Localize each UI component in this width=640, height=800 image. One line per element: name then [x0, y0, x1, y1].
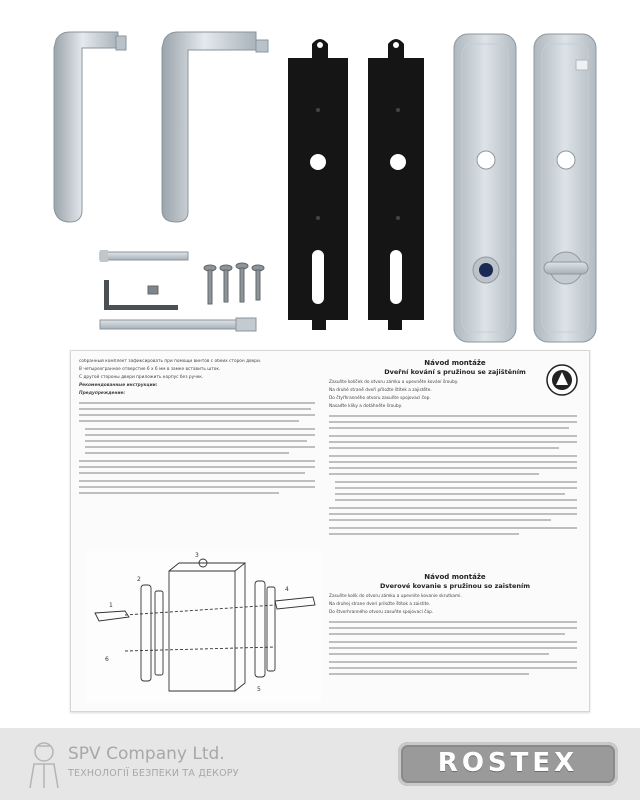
lever-handle-left	[54, 32, 126, 222]
rostex-brand-badge	[398, 742, 618, 786]
instruction-leaflet	[70, 350, 590, 712]
svg-text:1: 1	[109, 602, 113, 609]
backplate-right	[534, 34, 596, 342]
instructions-ru	[79, 359, 319, 549]
rostex-seal-icon	[545, 363, 579, 397]
ru-paragraph: собранный комплект зафиксировать при помощи винтов с обеих сторон двери.	[79, 359, 262, 364]
cz-title-line1: Návod montáže	[424, 359, 486, 367]
spindle-pin	[100, 250, 188, 262]
ru-text-lines	[79, 399, 319, 509]
footer-bar	[0, 728, 640, 800]
rostex-brand-text: ROSTEX	[437, 748, 579, 778]
sk-paragraph: Na druhej strane dverí priložte štítok a zaistite.	[329, 602, 431, 607]
lever-handle-right	[162, 32, 268, 222]
cz-paragraph: Na druhé straně dveří přiložte štítek a zajistěte.	[329, 388, 432, 393]
screws	[148, 263, 264, 304]
gasket-left	[288, 39, 348, 330]
cz-paragraph: Do čtyřhranného otvoru zasuňte spojovací čep.	[329, 396, 431, 401]
instructions-sk	[329, 573, 581, 707]
ru-paragraph: В четырехгранное отверстие 6 x 6 мм в замке вставить шток.	[79, 367, 221, 372]
sk-title-line2: Dverové kovanie s pružinou so zaistením	[379, 582, 530, 590]
spv-knight-logo-icon	[24, 738, 64, 790]
svg-text:6: 6	[105, 656, 109, 663]
ru-paragraph: С другой стороны двери приложить корпус без ручек.	[79, 375, 204, 380]
ru-heading: Предупреждение:	[79, 391, 126, 396]
assembly-diagram	[85, 551, 321, 703]
instructions-cz	[329, 359, 581, 569]
svg-text:3: 3	[195, 552, 199, 559]
cz-paragraph: Nasaďte kliky a dotáhněte šrouby.	[329, 404, 403, 409]
sk-paragraph: Zasuňte kolík do otvoru zámku a upevnite kovanie skrutkami.	[329, 594, 462, 599]
spindle-square	[100, 318, 256, 331]
gasket-right	[368, 39, 424, 330]
sk-text-lines	[329, 618, 579, 688]
svg-text:5: 5	[257, 686, 261, 693]
backplate-left	[454, 34, 516, 342]
sk-paragraph: Do štvorhranného otvoru zasuňte spojovací čap.	[329, 610, 434, 615]
company-tagline: ТЕХНОЛОГІЇ БЕЗПЕКИ ТА ДЕКОРУ	[68, 768, 239, 779]
sk-title-line1: Návod montáže	[424, 573, 486, 581]
product-photo	[0, 0, 640, 345]
cz-title-line2: Dveřní kování s pružinou se zajištěním	[384, 368, 526, 376]
svg-text:4: 4	[285, 586, 289, 593]
cz-paragraph: Zasuňte kolíček do otvoru zámku a upevněte kování šrouby.	[329, 380, 459, 385]
cz-text-lines	[329, 412, 579, 542]
svg-text:2: 2	[137, 576, 141, 583]
ru-heading: Рекомендованные инструкции:	[79, 383, 158, 388]
allen-key	[104, 280, 178, 310]
company-name: SPV Company Ltd.	[68, 744, 225, 764]
